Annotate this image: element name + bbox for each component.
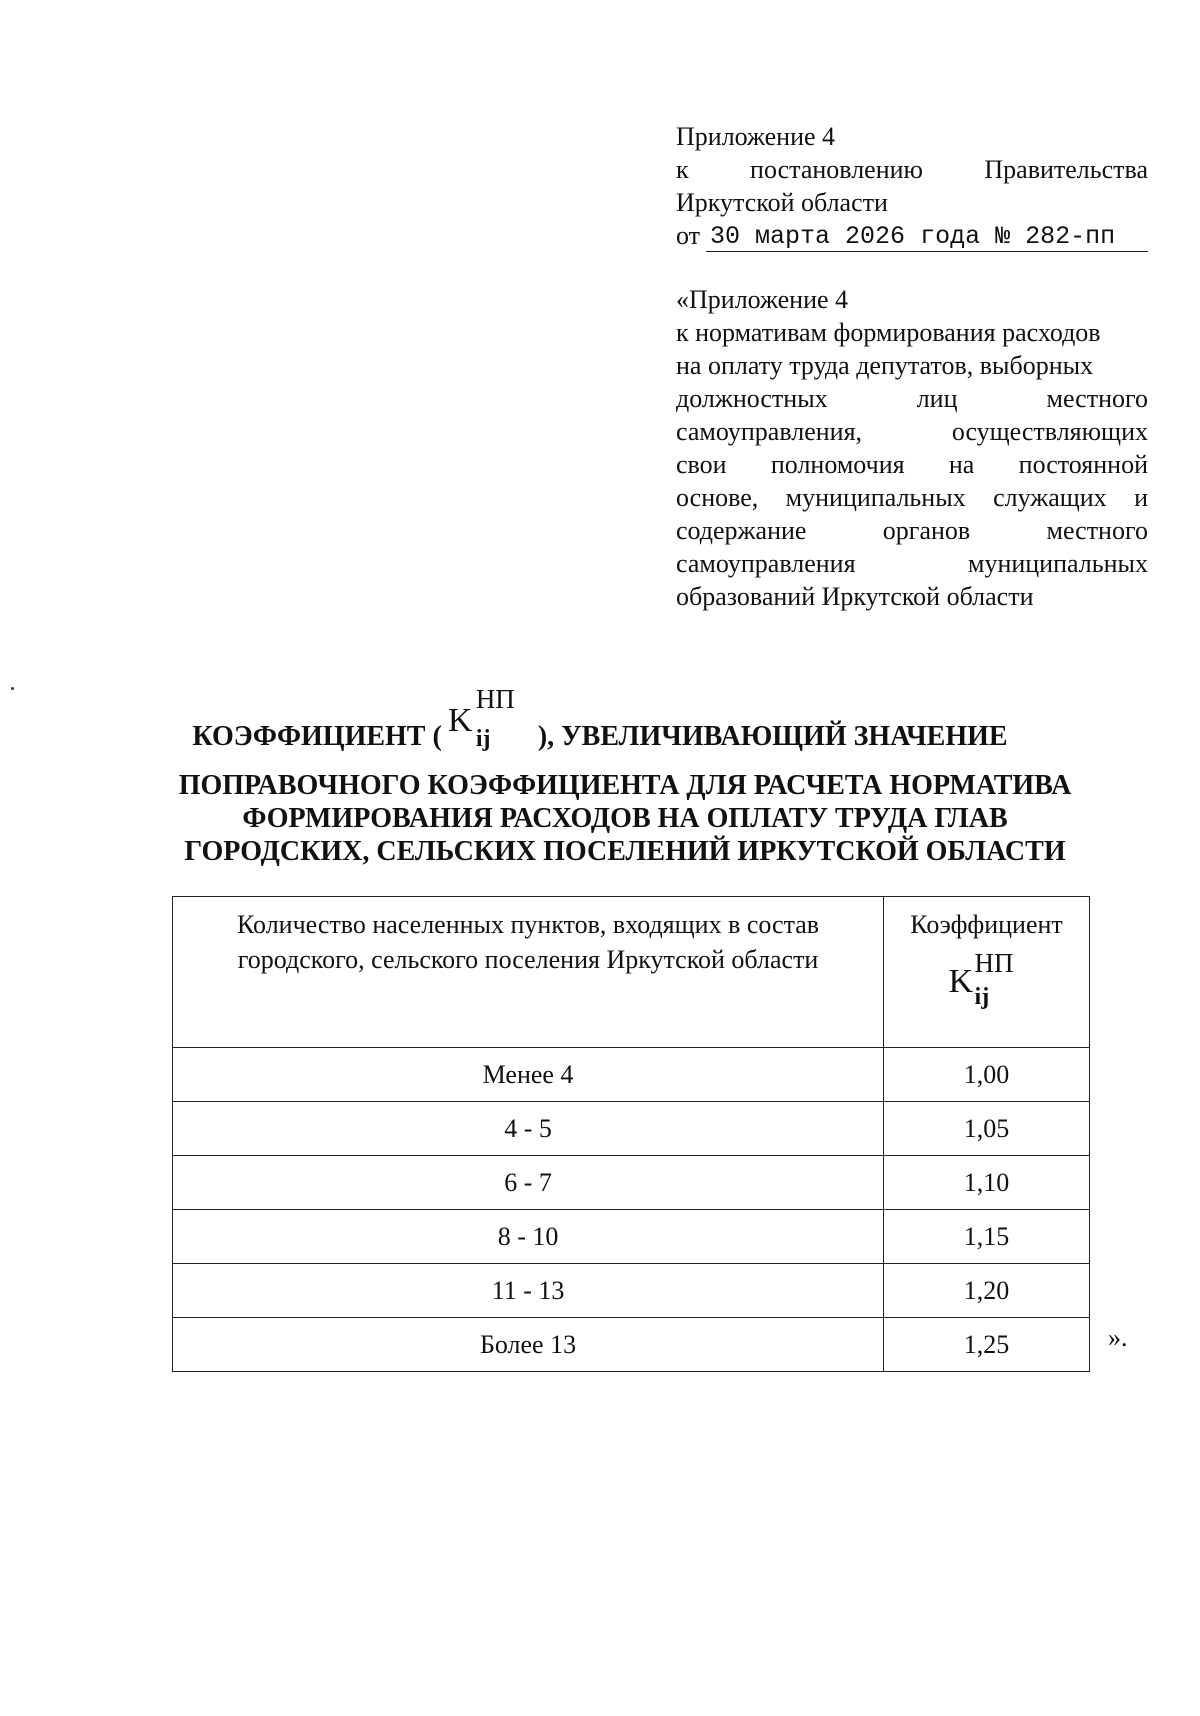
resolution-date-line <box>676 219 1148 252</box>
annex-reference <box>676 283 1148 613</box>
coefficient-cell: 1,05 <box>884 1102 1090 1156</box>
header-coefficient: Коэффициент K НП ij <box>884 897 1090 1048</box>
settlements-count-cell: 11 - 13 <box>173 1264 884 1318</box>
annex-ref-line: должностных лиц местного <box>676 384 1148 413</box>
header-settlements-count: Количество населенных пунктов, входящих в состав городского, сельского поселения Иркутской области <box>173 897 884 1048</box>
table-row <box>173 1318 1090 1372</box>
title-line-4: ГОРОДСКИХ, СЕЛЬСКИХ ПОСЕЛЕНИЙ ИРКУТСКОЙ ОБЛАСТИ <box>184 836 1066 867</box>
resolution-date: 30 марта 2026 года № 282-пп <box>706 223 1148 252</box>
title-line-2: ПОПРАВОЧНОГО КОЭФФИЦИЕНТА ДЛЯ РАСЧЕТА НОРМАТИВА <box>178 770 1072 801</box>
coefficient-cell: 1,15 <box>884 1210 1090 1264</box>
title-line-1: КОЭФФИЦИЕНТ ( K НП ij ), УВЕЛИЧИВАЮЩИЙ ЗНАЧЕНИЕ <box>192 684 1008 752</box>
annex-ref-line: к нормативам формирования расходов <box>676 318 1101 347</box>
annex-ref-line: содержание органов местного <box>676 516 1148 545</box>
scan-speck <box>11 687 14 690</box>
table-row <box>173 1048 1090 1102</box>
settlements-count-cell: 8 - 10 <box>173 1210 884 1264</box>
annex-ref-line: на оплату труда депутатов, выборных <box>676 351 1094 380</box>
annex-header <box>676 120 1148 252</box>
coefficient-symbol: K НП ij <box>948 948 1014 1010</box>
coefficient-table <box>172 896 1090 1372</box>
coefficient-cell: 1,25 <box>884 1318 1090 1372</box>
annex-ref-line: самоуправления, осуществляющих <box>676 417 1148 446</box>
resolution-reference: к постановлению Правительства <box>676 155 1148 184</box>
table-row <box>173 1264 1090 1318</box>
table-row <box>173 1210 1090 1264</box>
closing-quote: ». <box>1108 1323 1128 1352</box>
annex-ref-line: «Приложение 4 <box>676 285 849 314</box>
title-line-3: ФОРМИРОВАНИЯ РАСХОДОВ НА ОПЛАТУ ТРУДА ГЛАВ <box>242 803 1008 834</box>
coefficient-cell: 1,00 <box>884 1048 1090 1102</box>
table-header-row <box>173 897 1090 1048</box>
annex-ref-line: самоуправления муниципальных <box>676 549 1148 578</box>
settlements-count-cell: 6 - 7 <box>173 1156 884 1210</box>
coefficient-cell: 1,10 <box>884 1156 1090 1210</box>
table-row <box>173 1156 1090 1210</box>
settlements-count-cell: Более 13 <box>173 1318 884 1372</box>
annex-ref-line: основе, муниципальных служащих и <box>676 483 1148 512</box>
table-row <box>173 1102 1090 1156</box>
settlements-count-cell: Менее 4 <box>173 1048 884 1102</box>
annex-ref-line: свои полномочия на постоянной <box>676 450 1148 479</box>
annex-ref-line: образований Иркутской области <box>676 582 1034 611</box>
region-name: Иркутской области <box>676 188 888 217</box>
coefficient-cell: 1,20 <box>884 1264 1090 1318</box>
coefficient-symbol: K НП ij <box>447 684 515 752</box>
date-prefix: от <box>676 221 701 250</box>
annex-number: Приложение 4 <box>676 122 836 151</box>
settlements-count-cell: 4 - 5 <box>173 1102 884 1156</box>
